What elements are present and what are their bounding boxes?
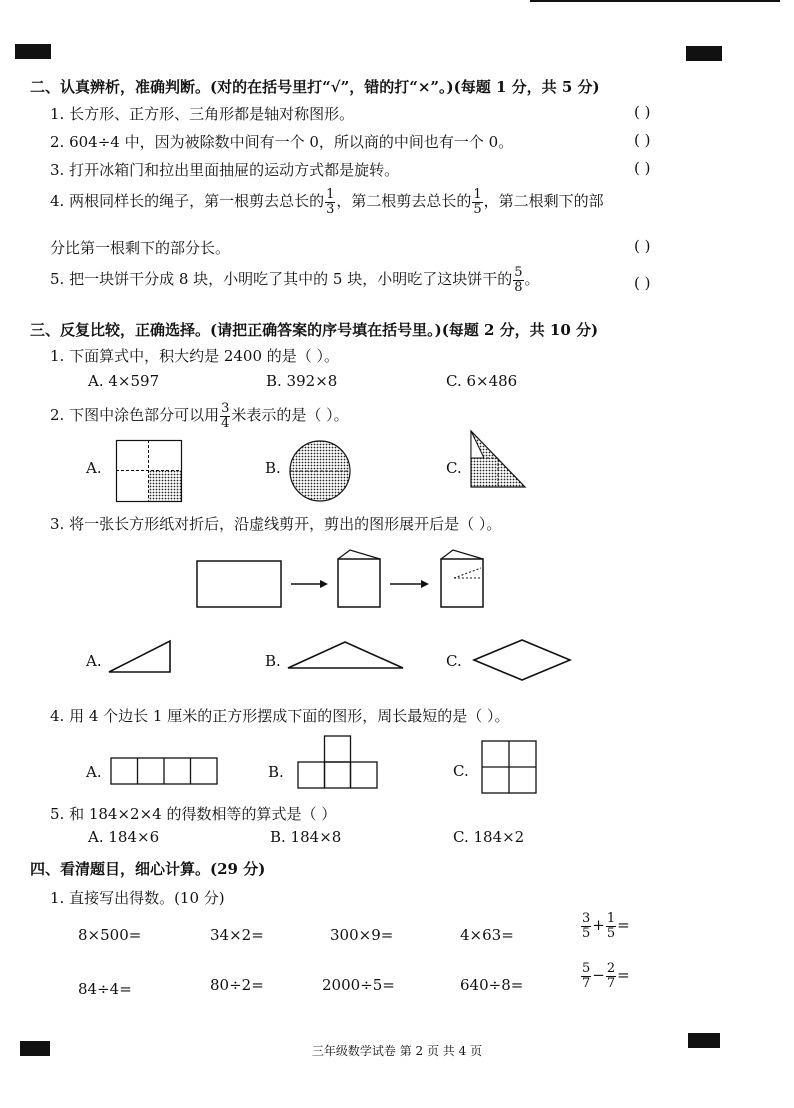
s2-answer-paren-1[interactable]: ( ) <box>634 103 651 121</box>
shaded-circle-figure[interactable] <box>289 440 351 502</box>
calc-34x2: 34×2= <box>210 926 264 944</box>
s2-q4-text-c: ，第二根剩下的部 <box>483 192 604 211</box>
fraction-3-4: $\frac{3}{4}$ <box>221 401 230 431</box>
page-footer: 三年级数学试卷 第 2 页 共 4 页 <box>311 1044 483 1058</box>
registration-mark-top-left <box>15 44 51 59</box>
s3-q2-label-c[interactable]: C. <box>446 459 462 477</box>
s2-answer-paren-3[interactable]: ( ) <box>634 159 651 177</box>
s3-question-2: 2. 下图中涂色部分可以用 $\frac{3}{4}$ 米表示的是（ ）。 <box>50 401 349 431</box>
fraction-5-8: $\frac{5}{8}$ <box>514 265 523 295</box>
s3-question-1: 1. 下面算式中，积大约是 2400 的是（ ）。 <box>50 347 340 365</box>
s3-q5-option-c[interactable]: C. 184×2 <box>453 828 525 846</box>
calc-2000div5: 2000÷5= <box>322 976 395 994</box>
fraction-1-5: $\frac{1}{5}$ <box>473 187 482 217</box>
s3-q3-label-c[interactable]: C. <box>446 652 462 670</box>
calc-fraction-add: $\frac{3}{5}$ + $\frac{1}{5}$ = <box>582 911 630 941</box>
rhombus-option[interactable] <box>472 638 572 682</box>
four-squares-row-figure[interactable] <box>110 757 218 785</box>
s3-question-5: 5. 和 184×2×4 的得数相等的算式是（ ） <box>50 805 337 823</box>
s2-answer-paren-5[interactable]: ( ) <box>634 274 651 292</box>
s2-q4-text-b: ，第二根剪去总长的 <box>336 192 472 211</box>
calc-640div8: 640÷8= <box>460 976 524 994</box>
s2-question-4-line2: 分比第一根剩下的部分长。 <box>50 239 231 257</box>
s3-question-3: 3. 将一张长方形纸对折后，沿虚线剪开，剪出的图形展开后是（ ）。 <box>50 515 502 533</box>
s3-q5-option-a[interactable]: A. 184×6 <box>88 828 160 846</box>
s3-q1-option-c[interactable]: C. 6×486 <box>446 372 518 390</box>
two-by-two-squares-figure[interactable] <box>481 740 537 794</box>
calc-84div4: 84÷4= <box>78 980 132 998</box>
s3-q4-label-c[interactable]: C. <box>453 762 469 780</box>
t-shape-squares-figure[interactable] <box>297 735 379 789</box>
s2-q4-text-a: 4. 两根同样长的绳子，第一根剪去总长的 <box>50 192 325 211</box>
calc-300x9: 300×9= <box>330 926 394 944</box>
s2-answer-paren-2[interactable]: ( ) <box>634 131 651 149</box>
s3-q5-option-b[interactable]: B. 184×8 <box>270 828 342 846</box>
s4-subquestion-1: 1. 直接写出得数。(10 分) <box>50 889 225 907</box>
s3-q3-label-b[interactable]: B. <box>265 652 281 670</box>
section2-title: 二、认真辨析，准确判断。(对的在括号里打“√”，错的打“×”。)(每题 1 分，共 5 分) <box>30 78 600 96</box>
s3-q1-option-a[interactable]: A. 4×597 <box>88 372 160 390</box>
s3-q3-label-a[interactable]: A. <box>86 652 102 670</box>
section3-title: 三、反复比较，正确选择。(请把正确答案的序号填在括号里。)(每题 2 分，共 10 分) <box>30 321 599 339</box>
s2-question-4 <box>50 188 604 216</box>
s3-q1-option-b[interactable]: B. 392×8 <box>266 372 338 390</box>
s2-answer-paren-4[interactable]: ( ) <box>634 237 651 255</box>
scan-edge <box>530 0 780 2</box>
square-quarter-shaded-figure[interactable] <box>116 440 182 502</box>
s2-question-3: 3. 打开冰箱门和拉出里面抽屉的运动方式都是旋转。 <box>50 161 400 179</box>
s3-q4-label-a[interactable]: A. <box>86 763 102 781</box>
section4-title: 四、看清题目，细心计算。(29 分) <box>30 860 266 878</box>
s3-q2-label-b[interactable]: B. <box>265 459 281 477</box>
folding-process-figure <box>196 547 496 609</box>
s3-q2-label-a[interactable]: A. <box>86 459 102 477</box>
triangle-shaded-figure[interactable] <box>470 430 526 488</box>
calc-4x63: 4×63= <box>460 926 514 944</box>
s3-question-4: 4. 用 4 个边长 1 厘米的正方形摆成下面的图形，周长最短的是（ ）。 <box>50 707 510 725</box>
calc-80div2: 80÷2= <box>210 976 264 994</box>
s2-question-5: 5. 把一块饼干分成 8 块，小明吃了其中的 5 块，小明吃了这块饼干的 $\frac{5}{8}$ 。 <box>50 265 540 295</box>
s3-q4-label-b[interactable]: B. <box>268 763 284 781</box>
calc-8x500: 8×500= <box>78 926 142 944</box>
s2-question-1: 1. 长方形、正方形、三角形都是轴对称图形。 <box>50 105 355 123</box>
registration-mark-top-right <box>686 46 722 61</box>
s2-question-2: 2. 604÷4 中，因为被除数中间有一个 0，所以商的中间也有一个 0。 <box>50 133 514 151</box>
calc-fraction-subtract: $\frac{5}{7}$ − $\frac{2}{7}$ = <box>582 961 630 991</box>
right-triangle-option[interactable] <box>108 640 172 674</box>
fraction-1-3: $\frac{1}{3}$ <box>326 187 335 217</box>
isosceles-triangle-option[interactable] <box>287 640 405 670</box>
